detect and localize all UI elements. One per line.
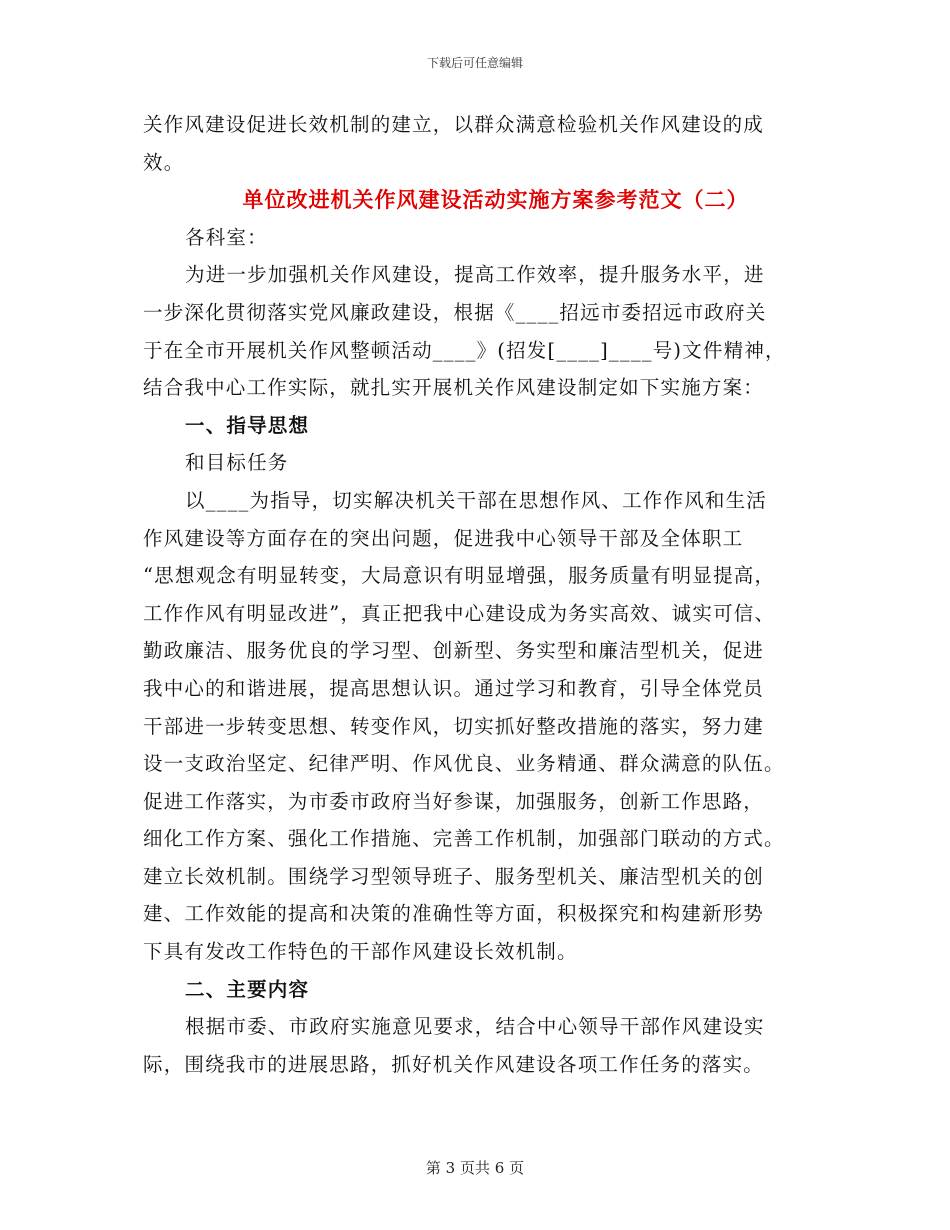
paragraph-line: 建立长效机制。围绕学习型领导班子、服务型机关、廉洁型机关的创	[143, 864, 765, 888]
section-subheading-1: 和目标任务	[185, 451, 289, 475]
paragraph-line: 干部进一步转变思想、转变作风，切实抓好整改措施的落实，努力建	[143, 714, 765, 738]
paragraph-line: 工作作风有明显改进”，真正把我中心建设成为务实高效、诚实可信、	[143, 601, 776, 625]
paragraph-line: 促进工作落实，为市委市政府当好参谋，加强服务，创新工作思路，	[143, 789, 765, 813]
continuation-line: 关作风建设促进长效机制的建立，以群众满意检验机关作风建设的成	[143, 113, 765, 136]
page-footer: 第 3 页共 6 页	[425, 1159, 525, 1177]
paragraph-line: 建、工作效能的提高和决策的准确性等方面，积极探究和构建新形势	[143, 902, 765, 926]
intro-line: 一步深化贯彻落实党风廉政建设，根据《____招远市委招远市政府关	[143, 300, 767, 324]
paragraph-line: 作风建设等方面存在的突出问题，促进我中心领导干部及全体职工	[143, 526, 744, 550]
intro-line: 为进一步加强机关作风建设，提高工作效率，提升服务水平，进	[185, 263, 765, 287]
continuation-line: 效。	[143, 150, 185, 174]
paragraph-line: 设一支政治坚定、纪律严明、作风优良、业务精通、群众满意的队伍。	[143, 752, 785, 776]
paragraph-line: 勤政廉洁、服务优良的学习型、创新型、务实型和廉洁型机关，促进	[143, 639, 765, 663]
paragraph-line: 根据市委、市政府实施意见要求，结合中心领导干部作风建设实	[185, 1015, 765, 1039]
section-heading-1: 一、指导思想	[185, 413, 310, 437]
paragraph-line: 我中心的和谐进展，提高思想认识。通过学习和教育，引导全体党员	[143, 676, 765, 700]
salutation: 各科室：	[185, 225, 268, 249]
document-body	[143, 106, 808, 1083]
intro-line: 结合我中心工作实际，就扎实开展机关作风建设制定如下实施方案：	[143, 376, 765, 400]
section-heading-2: 二、主要内容	[185, 977, 310, 1001]
paragraph-line: 以____为指导，切实解决机关干部在思想作风、工作作风和生活	[185, 488, 768, 512]
paragraph-line: 下具有发改工作特色的干部作风建设长效机制。	[143, 940, 578, 964]
paragraph-line: “思想观念有明显转变，大局意识有明显增强，服务质量有明显提高，	[143, 564, 776, 588]
intro-line: 于在全市开展机关作风整顿活动____》(招发[____]____号)文件精神，	[143, 338, 786, 362]
document-title: 单位改进机关作风建设活动实施方案参考范文（二）	[242, 187, 749, 213]
paragraph-line: 际，围绕我市的进展思路，抓好机关作风建设各项工作任务的落实。	[143, 1052, 765, 1076]
paragraph-line: 细化工作方案、强化工作措施、完善工作机制，加强部门联动的方式。	[143, 827, 785, 851]
page-header: 下载后可任意编辑	[426, 56, 523, 70]
